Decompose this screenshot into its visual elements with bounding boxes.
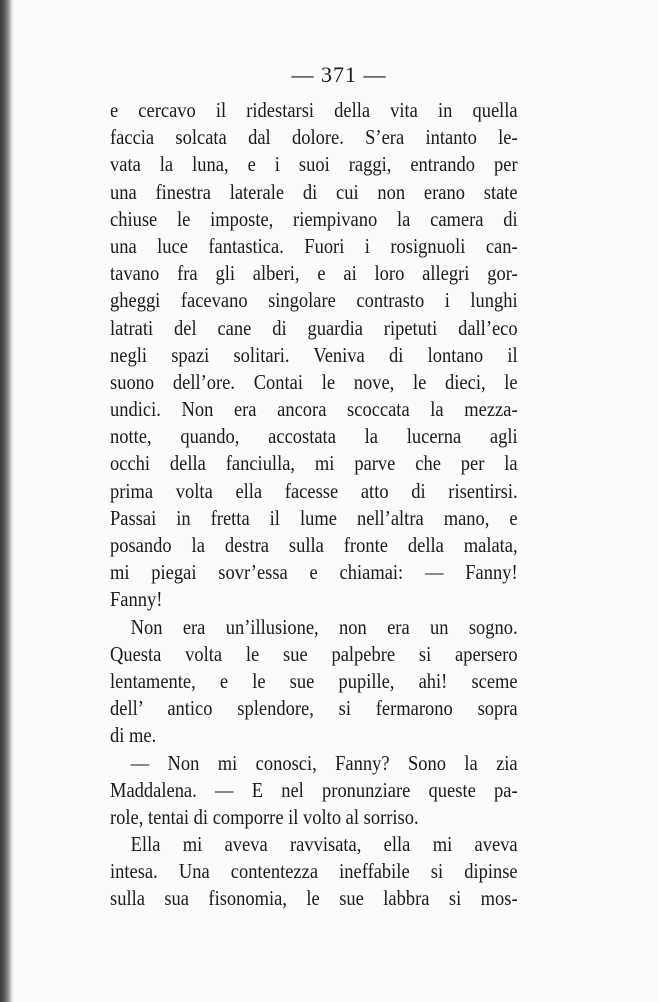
text-line: gheggi facevano singolare contrasto i lunghi (110, 288, 518, 313)
text-line: suono dell’ore. Contai le nove, le dieci, le (110, 369, 518, 394)
text-line: tavano fra gli alberi, e ai loro allegri gor- (110, 261, 518, 286)
text-line: e cercavo il ridestarsi della vita in quella (110, 98, 518, 122)
page-number: — 371 — (291, 62, 387, 87)
text-line: lentamente, e le sue pupille, ahi! sceme (110, 668, 518, 693)
text-line: vata la luna, e i suoi raggi, entrando per (110, 152, 518, 177)
text-line: mi piegai sovr’essa e chiamai: — Fanny! (110, 560, 518, 585)
text-line: chiuse le imposte, riempivano la camera di (110, 206, 518, 231)
text-line: latrati del cane di guardia ripetuti dall’eco (110, 315, 518, 340)
text-line: occhi della fanciulla, mi parve che per la (110, 451, 518, 476)
text-line: Fanny! (110, 587, 163, 612)
text-line: Maddalena. — E nel pronunziare queste pa- (110, 777, 518, 802)
text-line: notte, quando, accostata la lucerna agli (110, 424, 518, 449)
text-line: intesa. Una contentezza ineffabile si dipinse (110, 859, 518, 884)
text-line: Ella mi aveva ravvisata, ella mi aveva (130, 832, 518, 857)
text-line: posando la destra sulla fronte della malata, (110, 533, 518, 557)
text-line: — Non mi conosci, Fanny? Sono la zia (130, 750, 518, 775)
text-line: prima volta ella facesse atto di risentirsi. (110, 478, 518, 503)
page-binding-edge (0, 0, 14, 1002)
text-line: Non era un’illusione, non era un sogno. (130, 614, 518, 639)
text-line: una luce fantastica. Fuori i rosignuoli can- (110, 233, 518, 258)
text-line: di me. (110, 723, 157, 748)
text-line: una finestra laterale di cui non erano state (110, 179, 518, 204)
text-line: sulla sua fisonomia, le sue labbra si mos- (110, 886, 518, 911)
body-text (110, 97, 518, 913)
text-line: dell’ antico splendore, si fermarono sopra (110, 696, 518, 721)
text-line: Questa volta le sue palpebre si apersero (110, 641, 518, 666)
text-line: negli spazi solitari. Veniva di lontano il (110, 342, 518, 367)
text-line: role, tentai di comporre il volto al sorriso. (110, 804, 419, 829)
text-line: undici. Non era ancora scoccata la mezza- (110, 397, 518, 422)
text-line: Passai in fretta il lume nell’altra mano, e (110, 505, 518, 530)
text-line: faccia solcata dal dolore. S’era intanto le- (110, 125, 518, 150)
